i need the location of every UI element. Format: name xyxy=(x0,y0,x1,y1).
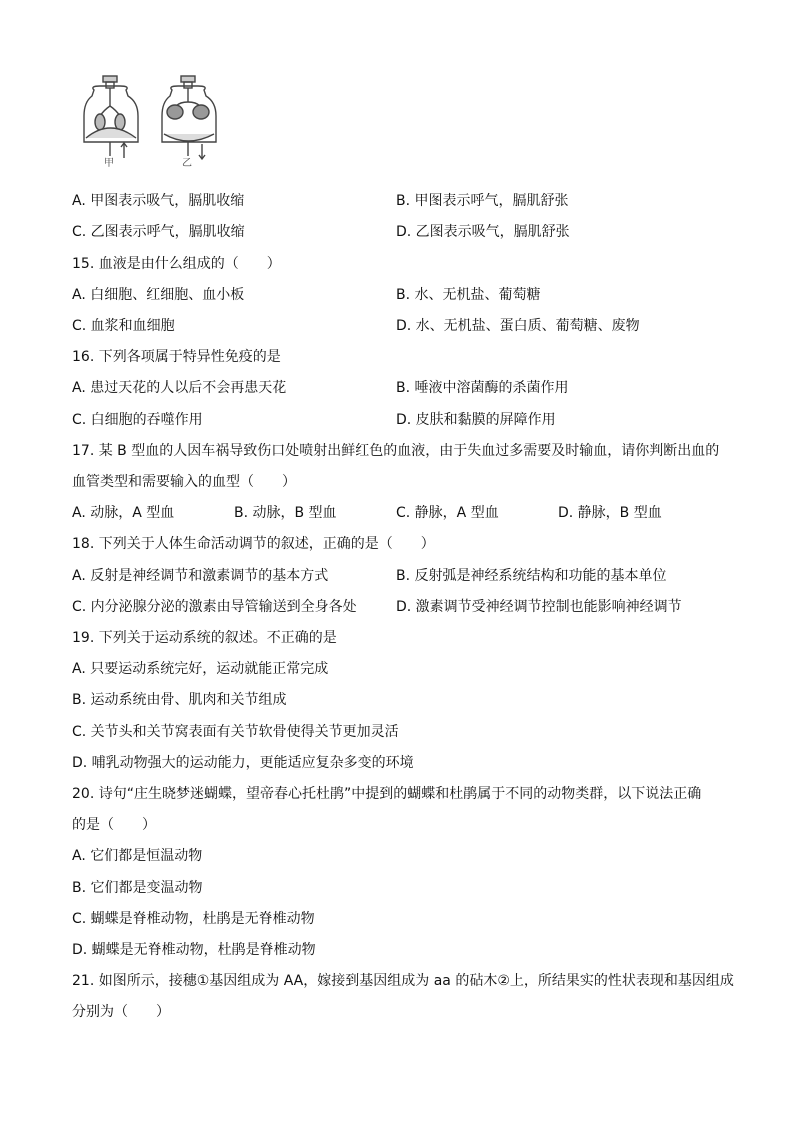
q15-option-b: B. 水、无机盐、葡萄糖 xyxy=(396,287,541,303)
q17-option-a: A. 动脉，A 型血 xyxy=(72,505,175,521)
q18-option-b: B. 反射弧是神经系统结构和功能的基本单位 xyxy=(396,568,667,584)
q20-stem-line2: 的是（ ） xyxy=(72,817,156,833)
figure-label-b: 乙 xyxy=(182,158,192,169)
q20-option-c: C. 蝴蝶是脊椎动物，杜鹃是无脊椎动物 xyxy=(72,911,315,927)
q16-option-c: C. 白细胞的吞噬作用 xyxy=(72,412,203,428)
q19-option-c: C. 关节头和关节窝表面有关节软骨使得关节更加灵活 xyxy=(72,724,399,740)
q16-stem: 16. 下列各项属于特异性免疫的是 xyxy=(72,349,281,365)
q19-stem: 19. 下列关于运动系统的叙述。不正确的是 xyxy=(72,630,337,646)
q20-option-d: D. 蝴蝶是无脊椎动物，杜鹃是脊椎动物 xyxy=(72,942,316,958)
bell-jar-diagram xyxy=(80,72,220,170)
q17-option-d: D. 静脉，B 型血 xyxy=(558,505,662,521)
q20-option-b: B. 它们都是变温动物 xyxy=(72,880,203,896)
q16-option-b: B. 唾液中溶菌酶的杀菌作用 xyxy=(396,380,569,396)
q20-option-a: A. 它们都是恒温动物 xyxy=(72,848,203,864)
q18-option-a: A. 反射是神经调节和激素调节的基本方式 xyxy=(72,568,329,584)
q15-option-c: C. 血浆和血细胞 xyxy=(72,318,175,334)
q17-stem-line2: 血管类型和需要输入的血型（ ） xyxy=(72,474,296,490)
q18-stem: 18. 下列关于人体生命活动调节的叙述，正确的是（ ） xyxy=(72,536,435,552)
q19-option-a: A. 只要运动系统完好，运动就能正常完成 xyxy=(72,661,329,677)
q19-option-d: D. 哺乳动物强大的运动能力，更能适应复杂多变的环境 xyxy=(72,755,414,771)
q17-option-b: B. 动脉，B 型血 xyxy=(234,505,337,521)
q14-option-a: A. 甲图表示吸气，膈肌收缩 xyxy=(72,193,245,209)
q14-option-c: C. 乙图表示呼气，膈肌收缩 xyxy=(72,224,245,240)
q20-stem-line1: 20. 诗句“庄生晓梦迷蝴蝶，望帝春心托杜鹃”中提到的蝴蝶和杜鹃属于不同的动物类群，以下说法正确 xyxy=(72,786,702,802)
bell-jar-figure xyxy=(80,72,220,170)
q21-stem-line2: 分别为（ ） xyxy=(72,1004,170,1020)
q19-option-b: B. 运动系统由骨、肌肉和关节组成 xyxy=(72,692,287,708)
figure-label-a: 甲 xyxy=(104,158,114,169)
q18-option-c: C. 内分泌腺分泌的激素由导管输送到全身各处 xyxy=(72,599,357,615)
q16-option-d: D. 皮肤和黏膜的屏障作用 xyxy=(396,412,556,428)
q17-option-c: C. 静脉，A 型血 xyxy=(396,505,499,521)
q15-stem: 15. 血液是由什么组成的（ ） xyxy=(72,256,281,272)
q21-stem-line1: 21. 如图所示，接穗①基因组成为 AA，嫁接到基因组成为 aa 的砧木②上，所结果实的性状表现和基因组成 xyxy=(72,973,734,989)
q16-option-a: A. 患过天花的人以后不会再患天花 xyxy=(72,380,287,396)
q17-stem-line1: 17. 某 B 型血的人因车祸导致伤口处喷射出鲜红色的血液，由于失血过多需要及时输血，请你判断出血的 xyxy=(72,443,720,459)
q18-option-d: D. 激素调节受神经调节控制也能影响神经调节 xyxy=(396,599,682,615)
q14-option-d: D. 乙图表示吸气，膈肌舒张 xyxy=(396,224,570,240)
q14-option-b: B. 甲图表示呼气，膈肌舒张 xyxy=(396,193,569,209)
q15-option-a: A. 白细胞、红细胞、血小板 xyxy=(72,287,245,303)
q15-option-d: D. 水、无机盐、蛋白质、葡萄糖、废物 xyxy=(396,318,640,334)
